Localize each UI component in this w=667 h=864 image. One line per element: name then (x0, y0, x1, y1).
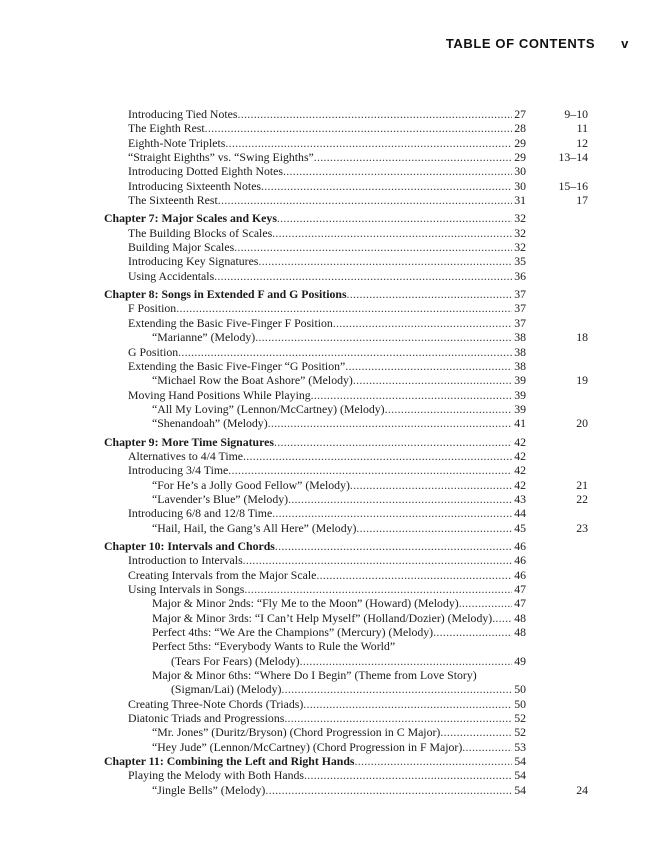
dot-leader (218, 193, 512, 207)
dot-leader (214, 269, 512, 283)
toc-entry[interactable] (0, 179, 667, 193)
toc-entry[interactable] (0, 668, 667, 682)
toc-entry[interactable] (0, 521, 667, 535)
toc-entry-title: “Marianne” (Melody) (152, 330, 256, 345)
toc-entry-title: Creating Three-Note Chords (Triads) (128, 696, 304, 711)
dot-leader (492, 611, 512, 625)
toc-track-number: 13–14 (558, 150, 588, 165)
running-header (446, 36, 629, 51)
dot-leader (281, 682, 512, 696)
toc-page-number: 54 (514, 782, 526, 797)
dot-leader (356, 521, 512, 535)
toc-entry[interactable] (0, 254, 667, 268)
toc-entry-title: Alternatives to 4/4 Time (128, 448, 244, 463)
dot-leader (353, 373, 512, 387)
toc-page-number: 32 (514, 225, 526, 240)
dot-leader (284, 711, 512, 725)
dot-leader (243, 553, 512, 567)
toc-entry[interactable] (0, 697, 667, 711)
toc-entry-title: Using Intervals in Songs (128, 582, 245, 596)
toc-entry-title: The Building Blocks of Scales (128, 225, 273, 240)
dot-leader (345, 359, 512, 373)
toc-entry-title: “Michael Row the Boat Ashore” (Melody) (152, 373, 353, 388)
dot-leader (311, 388, 512, 402)
toc-page-number: 46 (514, 538, 526, 553)
toc-entry[interactable] (0, 682, 667, 696)
dot-leader (385, 402, 512, 416)
toc-entry[interactable] (0, 416, 667, 430)
toc-page-number: 53 (514, 739, 526, 754)
toc-entry-title: Introducing Sixteenth Notes (128, 178, 262, 193)
dot-leader (205, 121, 512, 135)
dot-leader (255, 330, 512, 344)
toc-page-number: 49 (514, 653, 526, 668)
toc-page-number: 32 (514, 211, 526, 226)
toc-page-number: 41 (514, 416, 526, 431)
toc-entry[interactable] (0, 783, 667, 797)
dot-leader (243, 449, 512, 463)
dot-leader (459, 596, 512, 610)
toc-entry-title: “Straight Eighths” vs. “Swing Eighths” (128, 150, 314, 165)
toc-page-number: 39 (514, 401, 526, 416)
toc-entry[interactable] (0, 373, 667, 387)
toc-track-number: 11 (576, 121, 588, 136)
toc-page-number: 31 (514, 193, 526, 208)
dot-leader (261, 179, 512, 193)
dot-leader (314, 150, 512, 164)
toc-entry-title: Perfect 4ths: “We Are the Champions” (Mercury) (Melody) (152, 625, 434, 640)
dot-leader (316, 568, 512, 582)
toc-page-number: 54 (514, 754, 526, 769)
toc-page-number: 46 (514, 567, 526, 582)
toc-entry[interactable] (0, 625, 667, 639)
toc-entry[interactable] (0, 639, 667, 653)
toc-entry[interactable] (0, 768, 667, 782)
toc-entry-title: The Eighth Rest (128, 121, 205, 136)
toc-page-number: 42 (514, 463, 526, 478)
toc-page-number: 29 (514, 135, 526, 150)
toc-page-number: 44 (514, 506, 526, 521)
toc-entry[interactable] (0, 711, 667, 725)
toc-track-number: 19 (576, 373, 588, 388)
toc-entry-title: Major & Minor 6ths: “Where Do I Begin” (Theme from Love Story) (152, 668, 477, 683)
dot-leader (268, 416, 512, 430)
dot-leader (288, 492, 512, 506)
toc-entry[interactable] (0, 740, 667, 754)
dot-leader (462, 740, 512, 754)
toc-entry-title: “All My Loving” (Lennon/McCartney) (Melody) (152, 401, 385, 416)
toc-entry-title: Using Accidentals (128, 268, 215, 283)
toc-entry[interactable] (0, 226, 667, 240)
toc-entry[interactable] (0, 553, 667, 567)
dot-leader (178, 345, 512, 359)
toc-entry-title: Building Major Scales (128, 240, 235, 255)
toc-entry-title: Playing the Melody with Both Hands (128, 768, 304, 783)
dot-leader (234, 240, 512, 254)
dot-leader (304, 768, 512, 782)
toc-chapter-entry[interactable] (0, 539, 667, 553)
dot-leader (244, 582, 512, 596)
toc-entry[interactable] (0, 107, 667, 121)
toc-entry-title: F Position (128, 301, 177, 316)
toc-chapter-entry[interactable] (0, 211, 667, 225)
toc-track-number: 24 (576, 782, 588, 797)
dot-leader (265, 783, 512, 797)
toc-list (0, 107, 667, 797)
dot-leader (272, 506, 512, 520)
toc-entry-title: “Lavender’s Blue” (Melody) (152, 491, 289, 506)
toc-page-number: 37 (514, 315, 526, 330)
toc-entry-title: Chapter 10: Intervals and Chords (104, 538, 275, 553)
toc-page-number: 36 (514, 268, 526, 283)
toc-page-number: 39 (514, 387, 526, 402)
toc-page-number: 52 (514, 711, 526, 726)
toc-page-number: 37 (514, 301, 526, 316)
toc-page-number: 45 (514, 520, 526, 535)
toc-page-number: 42 (514, 448, 526, 463)
dot-leader (283, 164, 512, 178)
dot-leader (277, 211, 512, 225)
toc-page-number: 50 (514, 682, 526, 697)
toc-entry-title: Chapter 7: Major Scales and Keys (104, 211, 277, 226)
toc-page-number: 32 (514, 240, 526, 255)
toc-entry-title: Chapter 11: Combining the Left and Right Hands (104, 754, 355, 769)
toc-entry[interactable] (0, 269, 667, 283)
toc-page-number: 30 (514, 164, 526, 179)
toc-track-number: 23 (576, 520, 588, 535)
toc-entry[interactable] (0, 449, 667, 463)
toc-entry-title: Introducing 3/4 Time (128, 463, 229, 478)
toc-entry-title: Extending the Basic Five-Finger F Position (128, 315, 333, 330)
toc-entry[interactable] (0, 402, 667, 416)
toc-entry-title: Creating Intervals from the Major Scale (128, 567, 317, 582)
page-number: v (621, 36, 629, 51)
toc-entry[interactable] (0, 582, 667, 596)
toc-entry-title: “For He’s a Jolly Good Fellow” (Melody) (152, 477, 350, 492)
toc-page-number: 54 (514, 768, 526, 783)
toc-page-number: 42 (514, 434, 526, 449)
toc-entry[interactable] (0, 301, 667, 315)
toc-entry-title: Introducing Key Signatures (128, 254, 259, 269)
toc-entry[interactable] (0, 725, 667, 739)
toc-entry-title: Major & Minor 3rds: “I Can’t Help Myself” (Holland/Dozier) (Melody) (152, 610, 493, 625)
dot-leader (225, 136, 512, 150)
toc-entry[interactable] (0, 463, 667, 477)
toc-chapter-entry[interactable] (0, 754, 667, 768)
toc-track-number: 21 (576, 477, 588, 492)
toc-entry[interactable] (0, 568, 667, 582)
toc-page-number: 27 (514, 107, 526, 121)
toc-entry[interactable] (0, 240, 667, 254)
dot-leader (350, 478, 512, 492)
toc-page-number: 48 (514, 625, 526, 640)
header-title: TABLE OF CONTENTS (445, 36, 596, 51)
dot-leader (258, 254, 512, 268)
toc-page-number: 39 (514, 373, 526, 388)
dot-leader (355, 754, 512, 768)
toc-page-number: 48 (514, 610, 526, 625)
toc-entry[interactable] (0, 611, 667, 625)
toc-entry[interactable] (0, 164, 667, 178)
toc-entry-title: Chapter 8: Songs in Extended F and G Positions (104, 287, 347, 302)
toc-entry[interactable] (0, 388, 667, 402)
toc-page-number: 28 (514, 121, 526, 136)
toc-page-number: 52 (514, 725, 526, 740)
dot-leader (347, 287, 512, 301)
toc-chapter-entry[interactable] (0, 287, 667, 301)
dot-leader (303, 697, 512, 711)
toc-entry[interactable] (0, 150, 667, 164)
toc-entry[interactable] (0, 121, 667, 135)
toc-entry-title: (Tears For Fears) (Melody) (171, 653, 300, 668)
dot-leader (237, 107, 512, 121)
toc-entry-title: Introducing Tied Notes (128, 107, 238, 121)
toc-track-number: 9–10 (564, 107, 588, 121)
dot-leader (300, 654, 512, 668)
toc-entry-title: (Sigman/Lai) (Melody) (171, 682, 282, 697)
toc-entry-title: Moving Hand Positions While Playing (128, 387, 311, 402)
toc-entry[interactable] (0, 478, 667, 492)
toc-track-number: 18 (576, 330, 588, 345)
toc-entry-title: Introducing 6/8 and 12/8 Time (128, 506, 273, 521)
toc-page-number: 43 (514, 491, 526, 506)
toc-entry-title: “Mr. Jones” (Duritz/Bryson) (Chord Progression in C Major) (152, 725, 441, 740)
toc-entry-title: Diatonic Triads and Progressions (128, 711, 285, 726)
toc-page-number: 29 (514, 150, 526, 165)
toc-entry-title: “Hail, Hail, the Gang’s All Here” (Melody) (152, 520, 357, 535)
toc-page-number: 37 (514, 287, 526, 302)
toc-entry-title: Perfect 5ths: “Everybody Wants to Rule the World” (152, 639, 396, 654)
toc-entry-title: “Hey Jude” (Lennon/McCartney) (Chord Progression in F Major) (152, 739, 463, 754)
toc-entry[interactable] (0, 506, 667, 520)
dot-leader (274, 435, 512, 449)
toc-page-number: 38 (514, 344, 526, 359)
toc-entry[interactable] (0, 345, 667, 359)
dot-leader (228, 463, 512, 477)
toc-page-number: 46 (514, 553, 526, 568)
toc-page-number: 38 (514, 358, 526, 373)
toc-entry-title: “Jingle Bells” (Melody) (152, 782, 266, 797)
toc-entry-title: Chapter 9: More Time Signatures (104, 434, 274, 449)
toc-entry[interactable] (0, 316, 667, 330)
dot-leader (440, 725, 512, 739)
toc-page-number: 47 (514, 582, 526, 596)
toc-page-number: 30 (514, 178, 526, 193)
toc-entry[interactable] (0, 136, 667, 150)
toc-entry[interactable] (0, 654, 667, 668)
toc-entry-title: Introducing Dotted Eighth Notes (128, 164, 283, 179)
toc-track-number: 20 (576, 416, 588, 431)
dot-leader (333, 316, 512, 330)
toc-entry-title: Major & Minor 2nds: “Fly Me to the Moon” (Howard) (Melody) (152, 596, 459, 611)
toc-entry-title: Extending the Basic Five-Finger “G Position” (128, 358, 346, 373)
toc-track-number: 22 (576, 491, 588, 506)
toc-entry-title: G Position (128, 344, 179, 359)
toc-page-number: 38 (514, 330, 526, 345)
toc-chapter-entry[interactable] (0, 435, 667, 449)
toc-entry[interactable] (0, 330, 667, 344)
toc-page-number: 42 (514, 477, 526, 492)
toc-track-number: 12 (576, 135, 588, 150)
toc-entry-title: Introduction to Intervals (128, 553, 243, 568)
toc-entry-title: The Sixteenth Rest (128, 193, 218, 208)
toc-entry[interactable] (0, 596, 667, 610)
toc-page-number: 35 (514, 254, 526, 269)
dot-leader (272, 226, 512, 240)
dot-leader (433, 625, 512, 639)
toc-track-number: 17 (576, 193, 588, 208)
toc-page-number: 47 (514, 596, 526, 611)
toc-entry[interactable] (0, 492, 667, 506)
dot-leader (176, 301, 512, 315)
toc-entry-title: Eighth-Note Triplets (128, 135, 226, 150)
dot-leader (275, 539, 512, 553)
toc-track-number: 15–16 (558, 178, 588, 193)
toc-page-number: 50 (514, 696, 526, 711)
toc-entry[interactable] (0, 193, 667, 207)
toc-entry-title: “Shenandoah” (Melody) (152, 416, 268, 431)
toc-entry[interactable] (0, 359, 667, 373)
